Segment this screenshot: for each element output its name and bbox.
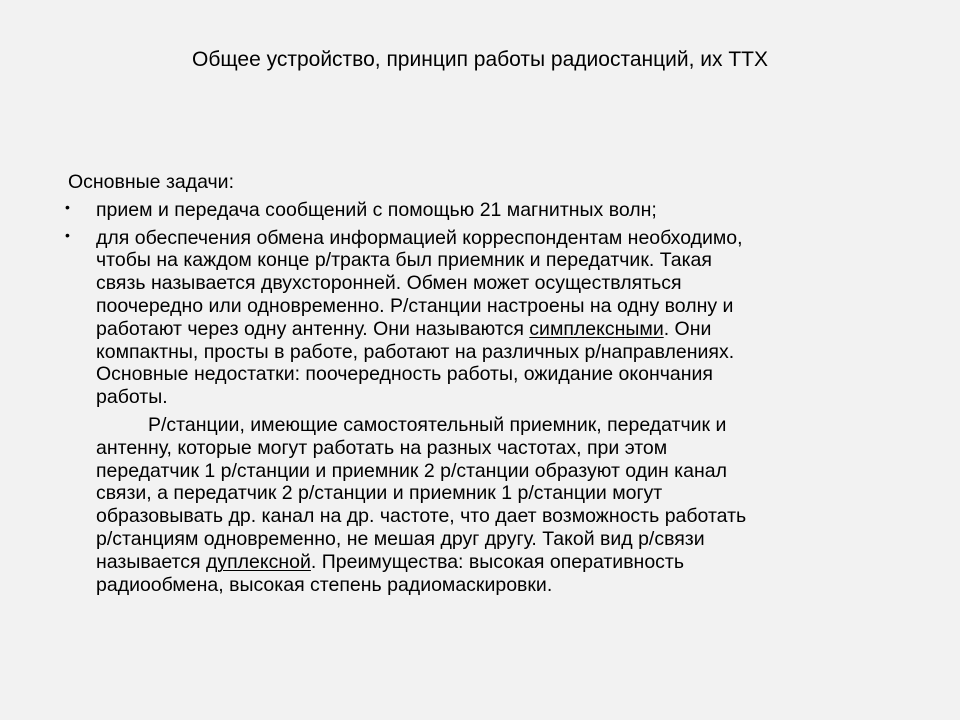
bullet-text-line: поочередно или одновременно. Р/станции настроены на одну волну и [96, 294, 734, 317]
bullet-text-line: связь называется двухсторонней. Обмен может осуществляться [96, 272, 682, 295]
bullet-icon: • [65, 198, 70, 215]
paragraph-line: радиообмена, высокая степень радиомаскировки. [96, 573, 553, 596]
slide-body [66, 171, 906, 596]
text-segment: работают через одну антенну. Они называются [96, 317, 530, 340]
bullet-text-line: компактны, просты в работе, работают на различных р/направлениях. [96, 340, 735, 363]
bullet-list [66, 199, 906, 409]
paragraph-line [96, 414, 906, 437]
paragraph-line: образовывать др. канал на др. частоте, что дает возможность работать [96, 505, 747, 528]
bullet-item-reception [66, 199, 906, 222]
bullet-text-line: работы. [96, 386, 168, 409]
text-segment: называется [96, 550, 206, 573]
bullet-text-line [96, 318, 906, 341]
term-duplex: дуплексной [205, 550, 311, 573]
duplex-paragraph [66, 414, 906, 596]
bullet-icon: • [65, 226, 70, 243]
bullet-text-line: прием и передача сообщений с помощью 21 магнитных волн; [96, 198, 657, 221]
term-simplex: симплексными [529, 317, 664, 340]
section-heading: Основные задачи: [68, 171, 234, 193]
paragraph-line: связи, а передатчик 2 р/станции и приемник 1 р/станции могут [96, 482, 663, 505]
text-segment: . Они [663, 317, 712, 340]
bullet-text-line: для обеспечения обмена информацией корреспондентам необходимо, [96, 226, 743, 249]
text-segment: . Преимущества: высокая оперативность [310, 550, 685, 573]
paragraph-line: р/станциям одновременно, не мешая друг другу. Такой вид р/связи [96, 527, 705, 550]
paragraph-line: передатчик 1 р/станции и приемник 2 р/станции образуют один канал [96, 459, 727, 482]
text-segment: Р/станции, имеющие самостоятельный приемник, передатчик и [148, 413, 727, 436]
paragraph-line: антенну, которые могут работать на разных частотах, при этом [96, 436, 668, 459]
paragraph-line [96, 551, 906, 574]
bullet-text-line: чтобы на каждом конце р/тракта был приемник и передатчик. Такая [96, 249, 712, 272]
bullet-text-line: Основные недостатки: поочередность работы, ожидание окончания [96, 363, 713, 386]
bullet-item-exchange [66, 227, 906, 409]
slide-title: Общее устройство, принцип работы радиостанций, их ТТХ [191, 48, 768, 71]
